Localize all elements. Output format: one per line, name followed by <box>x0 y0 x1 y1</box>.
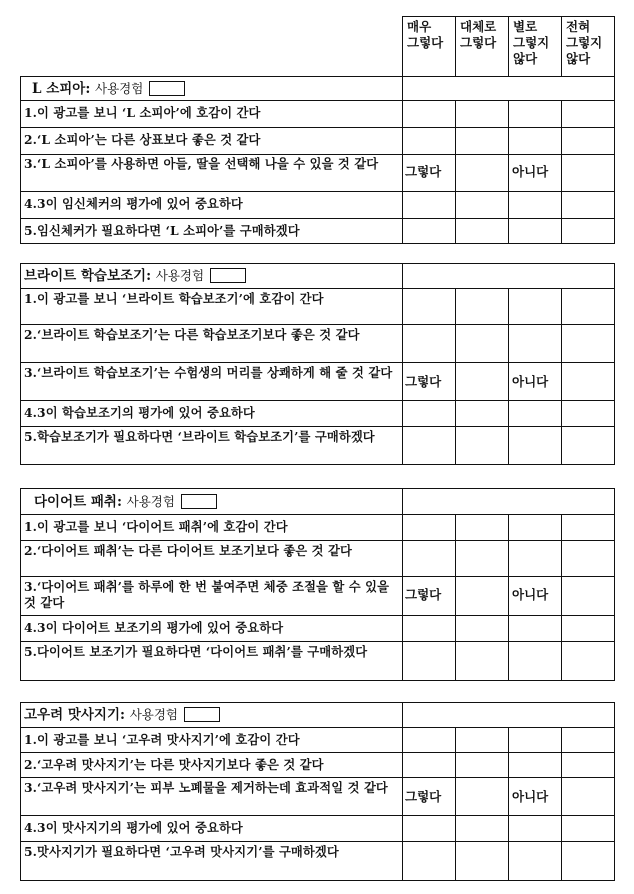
header-strongly-agree: 매우 그렇다 <box>407 19 444 50</box>
header-agree: 대체로 그렇다 <box>460 19 497 50</box>
answer-agree-label: 그렇다 <box>405 587 442 602</box>
answer-disagree-label: 아니다 <box>512 374 549 389</box>
question-3: 3.‘브라이트 학습보조기’는 수험생의 머리를 상쾌하게 해 줄 것 같다 <box>24 365 393 380</box>
experience-label: 사용경험 <box>129 707 178 722</box>
question-3: 3.‘다이어트 패취’를 하루에 한 번 붙여주면 체중 조절을 할 수 있을 것 같다 <box>24 579 390 610</box>
question-3: 3.‘L 소피아’를 사용하면 아들, 딸을 선택해 나을 수 있을 것 같다 <box>24 156 379 171</box>
question-5: 5.학습보조기가 필요하다면 ‘브라이트 학습보조기’를 구매하겠다 <box>24 429 375 444</box>
experience-label: 사용경험 <box>155 268 205 283</box>
question-4: 4.3이 다이어트 보조기의 평가에 있어 중요하다 <box>24 620 284 635</box>
answer-agree-label: 그렇다 <box>405 374 442 389</box>
section-title: 다이어트 패취: 사용경험 <box>34 493 217 511</box>
section-title: 브라이트 학습보조기: 사용경험 <box>24 267 246 285</box>
answer-agree-label: 그렇다 <box>405 789 442 804</box>
answer-disagree-label: 아니다 <box>512 164 549 179</box>
question-2: 2.‘L 소피아’는 다른 상표보다 좋은 것 같다 <box>24 132 261 147</box>
question-4: 4.3이 임신체커의 평가에 있어 중요하다 <box>24 196 243 211</box>
header-disagree: 별로 그렇지 않다 <box>513 19 550 66</box>
experience-checkbox[interactable] <box>184 707 220 722</box>
experience-label: 사용경험 <box>95 81 144 96</box>
section-title: L 소피아: 사용경험 <box>32 80 185 98</box>
question-3: 3.‘고우려 맛사지기’는 피부 노폐물을 제거하는데 효과적일 것 같다 <box>24 780 388 795</box>
experience-checkbox[interactable] <box>149 81 185 96</box>
question-5: 5.임신체커가 필요하다면 ‘L 소피아’를 구매하겠다 <box>24 223 300 238</box>
section-title: 고우려 맛사지기: 사용경험 <box>24 706 220 724</box>
question-2: 2.‘브라이트 학습보조기’는 다른 학습보조기보다 좋은 것 같다 <box>24 327 360 342</box>
experience-label: 사용경험 <box>126 494 175 509</box>
question-1: 1.이 광고를 보니 ‘고우려 맛사지기’에 호감이 간다 <box>24 732 300 747</box>
answer-agree-label: 그렇다 <box>405 164 442 179</box>
question-5: 5.맛사지기가 필요하다면 ‘고우려 맛사지기’를 구매하겠다 <box>24 844 339 859</box>
answer-disagree-label: 아니다 <box>512 587 549 602</box>
question-1: 1.이 광고를 보니 ‘브라이트 학습보조기’에 호감이 간다 <box>24 291 324 306</box>
experience-checkbox[interactable] <box>210 268 246 283</box>
question-4: 4.3이 맛사지기의 평가에 있어 중요하다 <box>24 820 243 835</box>
experience-checkbox[interactable] <box>181 494 217 509</box>
question-1: 1.이 광고를 보니 ‘다이어트 패취’에 호감이 간다 <box>24 519 288 534</box>
answer-disagree-label: 아니다 <box>512 789 549 804</box>
question-5: 5.다이어트 보조기가 필요하다면 ‘다이어트 패취’를 구매하겠다 <box>24 644 368 659</box>
question-2: 2.‘다이어트 패취’는 다른 다이어트 보조기보다 좋은 것 같다 <box>24 543 352 558</box>
question-1: 1.이 광고를 보니 ‘L 소피아’에 호감이 간다 <box>24 105 261 120</box>
question-2: 2.‘고우려 맛사지기’는 다른 맛사지기보다 좋은 것 같다 <box>24 757 324 772</box>
header-strongly-disagree: 전혀 그렇지 않다 <box>566 19 603 66</box>
question-4: 4.3이 학습보조기의 평가에 있어 중요하다 <box>24 405 255 420</box>
